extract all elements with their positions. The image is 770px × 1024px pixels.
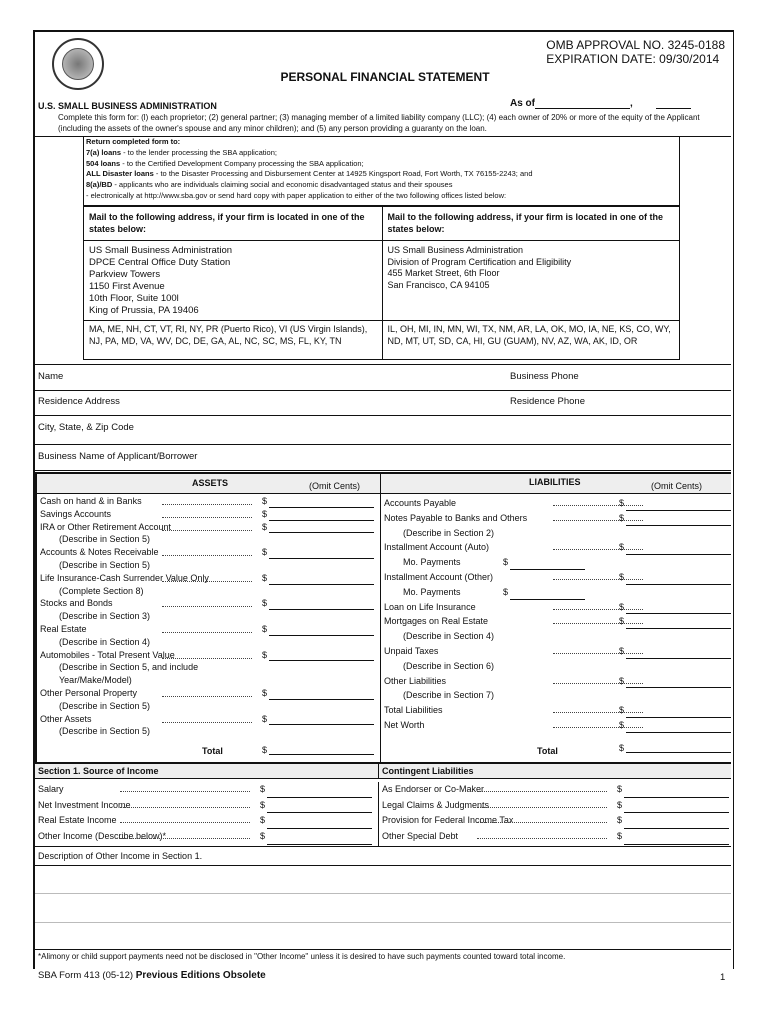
monthly-payment-input[interactable] (503, 585, 585, 600)
assets-label: Stocks and Bonds (40, 598, 113, 609)
dot-leader (120, 822, 250, 823)
assets-row (37, 713, 380, 726)
income-amount-input[interactable] (260, 782, 372, 798)
dot-leader (162, 581, 252, 582)
contingent-amount-input[interactable] (617, 782, 729, 798)
liabilities-row (381, 703, 731, 718)
liabilities-amount-input[interactable] (619, 614, 731, 629)
liabilities-amount-input[interactable] (619, 703, 731, 718)
form-number (38, 970, 266, 981)
dot-leader (477, 791, 607, 792)
currency-symbol: $ (262, 572, 268, 583)
liabilities-row (381, 600, 731, 615)
liabilities-row (381, 570, 731, 585)
contingent-label: Other Special Debt (382, 831, 459, 842)
contingent-row (379, 829, 731, 845)
assets-label: Other Personal Property (40, 687, 138, 698)
assets-row (37, 725, 380, 738)
as-of-date: As of , (510, 98, 691, 109)
footnote: *Alimony or child support payments need not be disclosed in "Other Income" unless it is desired to have such payments counted toward total income. (38, 952, 566, 961)
assets-row (37, 597, 380, 610)
dot-leader (120, 791, 250, 792)
currency-symbol: $ (617, 799, 623, 810)
currency-symbol: $ (260, 831, 266, 842)
assets-row (37, 559, 380, 572)
dot-leader (162, 722, 252, 723)
liabilities-row (381, 718, 731, 733)
page-number: 1 (720, 972, 726, 983)
assets-row (37, 687, 380, 700)
residence-phone-label: Residence Phone (510, 396, 585, 407)
currency-symbol: $ (262, 547, 268, 558)
contingent-column (379, 782, 731, 846)
name-label: Name (38, 371, 64, 382)
contingent-amount-input[interactable] (617, 813, 729, 829)
liabilities-row (381, 644, 731, 659)
assets-amount-input[interactable] (262, 623, 374, 636)
liabilities-label: Installment Account (Auto) (384, 542, 490, 553)
currency-symbol: $ (262, 687, 268, 698)
loan-type: ALL Disaster loans (86, 169, 154, 179)
assets-amount-input[interactable] (262, 649, 374, 662)
currency-symbol: $ (503, 557, 509, 568)
liabilities-row (381, 540, 731, 555)
obsolete-note: Previous Editions Obsolete (135, 970, 266, 981)
dot-leader (162, 632, 252, 633)
assets-column (37, 493, 381, 762)
assets-amount-input[interactable] (262, 572, 374, 585)
mail-address (383, 241, 681, 321)
liabilities-amount-input[interactable] (619, 644, 731, 659)
assets-row (37, 623, 380, 636)
omit-cents-note: (Omit Cents) (309, 481, 361, 491)
assets-note: (Complete Section 8) (59, 585, 144, 596)
liabilities-note: (Describe in Section 4) (403, 631, 495, 642)
return-instructions (83, 137, 680, 205)
currency-symbol: $ (262, 508, 268, 519)
assets-note: (Describe in Section 5) (59, 700, 151, 711)
address-line: Parkview Towers (89, 269, 161, 280)
income-heading: Section 1. Source of Income (35, 764, 379, 779)
assets-row (37, 700, 380, 713)
currency-symbol: $ (619, 542, 625, 553)
currency-symbol: $ (619, 705, 625, 716)
assets-row (37, 495, 380, 508)
liabilities-note: Mo. Payments (403, 557, 461, 568)
liabilities-column (381, 493, 731, 762)
currency-symbol: $ (619, 719, 625, 730)
description-other-income[interactable] (35, 846, 731, 866)
assets-label: Cash on hand & in Banks (40, 496, 142, 506)
liabilities-label: Installment Account (Other) (384, 571, 494, 582)
dot-leader (120, 807, 250, 808)
address-line: King of Prussia, PA 19406 (89, 305, 199, 316)
description-line[interactable] (35, 865, 731, 894)
income-label: Net Investment Income (38, 799, 131, 810)
contingent-row (379, 782, 731, 798)
assets-label: Savings Accounts (40, 508, 112, 519)
currency-symbol: $ (619, 616, 625, 627)
liabilities-label: Notes Payable to Banks and Others (384, 512, 528, 523)
return-line (86, 180, 679, 191)
omb-approval (546, 38, 725, 66)
assets-row (37, 585, 380, 598)
liabilities-heading: LIABILITIES (529, 477, 581, 487)
description-label: Description of Other Income in Section 1. (38, 851, 203, 861)
assets-amount-input[interactable] (262, 508, 374, 521)
monthly-payment-input[interactable] (503, 555, 585, 570)
assets-label: Other Assets (40, 713, 92, 724)
business-phone-label: Business Phone (510, 371, 579, 382)
address-line: 10th Floor, Suite 100l (89, 293, 179, 304)
assets-row (37, 649, 380, 662)
liabilities-header (381, 474, 731, 494)
income-label: Real Estate Income (38, 815, 117, 826)
currency-symbol: $ (262, 649, 268, 660)
address-line: 1150 First Avenue (89, 281, 165, 292)
income-row (35, 798, 378, 814)
liabilities-row (381, 614, 731, 629)
loan-type: 7(a) loans (86, 147, 122, 157)
address-line: San Francisco, CA 94105 (387, 279, 490, 290)
income-column (35, 782, 379, 846)
dot-leader (162, 658, 252, 659)
income-amount-input[interactable] (260, 829, 372, 845)
currency-symbol: $ (262, 598, 268, 609)
currency-symbol: $ (262, 745, 268, 755)
as-of-year-input[interactable] (656, 98, 691, 109)
mail-states: MA, ME, NH, CT, VT, RI, NY, PR (Puerto Rico), VI (US Virgin Islands), NJ, PA, MD, VA, WV, DC, DE, GA, AL, NC, SC, MS, FL, KY, TN (89, 324, 368, 346)
contingent-row (379, 813, 731, 829)
currency-symbol: $ (617, 784, 623, 794)
liabilities-amount-input[interactable] (619, 674, 731, 689)
assets-row (37, 546, 380, 559)
assets-label: Automobiles - Total Present Value (40, 649, 175, 660)
return-line (86, 159, 679, 170)
liabilities-amount-input[interactable] (619, 600, 731, 615)
address-line: 455 Market Street, 6th Floor (387, 268, 500, 278)
assets-row (37, 661, 380, 674)
liabilities-row (381, 585, 731, 600)
business-name-field[interactable] (35, 445, 731, 471)
currency-symbol: $ (262, 623, 268, 634)
assets-note: (Describe in Section 5, and include (59, 662, 199, 673)
return-heading: Return completed form to: (86, 137, 181, 146)
omb-number: OMB APPROVAL NO. 3245-0188 (546, 38, 725, 52)
assets-row (37, 636, 380, 649)
dot-leader (477, 838, 607, 839)
assets-note: (Describe in Section 4) (59, 636, 151, 647)
liabilities-label: Mortgages on Real Estate (384, 616, 489, 627)
currency-symbol: $ (619, 571, 625, 582)
liabilities-label: Other Liabilities (384, 675, 447, 686)
mail-column-east (84, 207, 382, 359)
city-label: City, State, & Zip Code (38, 422, 134, 433)
return-text: - electronically at http://www.sba.gov or send hard copy with paper application to either of the two following offices listed below: (86, 190, 507, 200)
assets-header (37, 474, 381, 494)
currency-symbol: $ (619, 512, 625, 523)
liabilities-note: (Describe in Section 2) (403, 527, 495, 538)
liabilities-row (381, 674, 731, 689)
currency-symbol: $ (619, 645, 625, 656)
contingent-heading: Contingent Liabilities (379, 764, 731, 779)
income-label: Salary (38, 784, 64, 794)
liabilities-amount-input[interactable] (619, 570, 731, 585)
contingent-amount-input[interactable] (617, 829, 729, 845)
mail-address (84, 241, 382, 321)
address-line: US Small Business Administration (387, 245, 524, 255)
liabilities-row (381, 629, 731, 644)
currency-symbol: $ (260, 799, 266, 810)
assets-amount-input[interactable] (262, 521, 374, 534)
as-of-label: As of (510, 98, 535, 109)
return-text: - to the lender processing the SBA application; (121, 147, 277, 157)
contingent-label: Legal Claims & Judgments (382, 799, 490, 810)
assets-label: IRA or Other Retirement Account (40, 521, 172, 532)
liabilities-row (381, 688, 731, 703)
assets-note: (Describe in Section 5) (59, 534, 151, 545)
assets-amount-input[interactable] (262, 713, 374, 726)
assets-total-input[interactable] (262, 744, 374, 755)
assets-row (37, 674, 380, 687)
dot-leader (162, 555, 252, 556)
address-line: Division of Program Certification and Eligibility (387, 256, 572, 267)
dot-leader (162, 606, 252, 607)
assets-row (37, 508, 380, 521)
assets-row (37, 610, 380, 623)
form-id: SBA Form 413 (05-12) (38, 970, 134, 981)
assets-row (37, 572, 380, 585)
dot-leader (477, 822, 607, 823)
agency-name: U.S. SMALL BUSINESS ADMINISTRATION (38, 101, 217, 111)
liabilities-label: Total Liabilities (384, 705, 443, 716)
currency-symbol: $ (262, 521, 268, 532)
liabilities-label: Unpaid Taxes (384, 645, 439, 656)
dot-leader (162, 530, 252, 531)
assets-total-label: Total (202, 746, 223, 756)
assets-amount-input[interactable] (262, 687, 374, 700)
currency-symbol: $ (617, 831, 623, 842)
income-row (35, 813, 378, 829)
loan-type: 504 loans (86, 158, 121, 168)
assets-note: (Describe in Section 5) (59, 726, 151, 737)
omit-cents-note: (Omit Cents) (651, 481, 703, 491)
income-amount-input[interactable] (260, 798, 372, 814)
assets-amount-input[interactable] (262, 597, 374, 610)
assets-heading: ASSETS (192, 478, 229, 488)
mail-heading: Mail to the following address, if your firm is located in one of the states below: (383, 207, 681, 241)
liabilities-label: Net Worth (384, 719, 425, 730)
mail-addresses-table (83, 205, 680, 360)
liabilities-note: Mo. Payments (403, 586, 461, 597)
currency-symbol: $ (619, 601, 625, 612)
assets-amount-input[interactable] (262, 495, 374, 508)
address-line: US Small Business Administration (89, 245, 233, 256)
description-line[interactable] (35, 894, 731, 923)
currency-symbol: $ (617, 815, 623, 826)
mail-heading: Mail to the following address, if your firm is located in one of the states below: (84, 207, 382, 241)
income-label: Other Income (Describe below)* (38, 831, 167, 842)
liabilities-label: Loan on Life Insurance (384, 601, 476, 612)
assets-row (37, 521, 380, 534)
return-text: - to the Certified Development Company processing the SBA application; (120, 158, 364, 168)
liabilities-row (381, 526, 731, 541)
liabilities-amount-input[interactable] (619, 511, 731, 526)
currency-symbol: $ (619, 498, 625, 508)
dot-leader (162, 517, 252, 518)
assets-note: (Describe in Section 5) (59, 559, 151, 570)
return-text: - applicants who are individuals claiming social and economic disadvantaged status and their spouses (112, 180, 453, 190)
business-name-label: Business Name of Applicant/Borrower (38, 451, 198, 462)
dot-leader (162, 504, 252, 505)
currency-symbol: $ (260, 815, 266, 826)
instructions: Complete this form for: (l) each proprietor; (2) general partner; (3) managing member of a limited liability company (LLC); (4) each owner of 20% or more of the equity of the Applicant (including the assets of the owner's spouse and any minor children); and (5) any person providing a guaranty on the loan. (58, 113, 700, 133)
residence-address-label: Residence Address (38, 396, 120, 407)
income-row (35, 782, 378, 798)
currency-symbol: $ (619, 743, 625, 753)
loan-type: 8(a)/BD (86, 180, 113, 190)
currency-symbol: $ (262, 713, 268, 724)
liabilities-amount-input[interactable] (619, 496, 731, 511)
income-row (35, 829, 378, 845)
currency-symbol: $ (260, 784, 266, 794)
assets-note: (Describe in Section 3) (59, 611, 151, 622)
as-of-date-input[interactable] (535, 98, 630, 109)
name-field[interactable] (35, 364, 731, 391)
dot-leader (120, 838, 250, 839)
contingent-label: Provision for Federal Income Tax (382, 815, 514, 826)
return-text: - to the Disaster Processing and Disbursement Center at 14925 Kingsport Road, Fort Worth, TX 76155-2243; and (153, 169, 533, 179)
assets-row (37, 533, 380, 546)
page-title: PERSONAL FINANCIAL STATEMENT (280, 70, 490, 84)
liabilities-note: (Describe in Section 7) (403, 690, 495, 701)
residence-address-field[interactable] (35, 390, 731, 416)
assets-liabilities-table (35, 472, 731, 764)
liabilities-row (381, 511, 731, 526)
liabilities-row (381, 659, 731, 674)
liabilities-total-input[interactable] (619, 742, 731, 753)
liabilities-total-label: Total (537, 746, 558, 756)
liabilities-row (381, 496, 731, 511)
return-line (86, 191, 679, 202)
currency-symbol: $ (619, 675, 625, 686)
assets-label: Real Estate (40, 623, 87, 634)
assets-amount-input[interactable] (262, 546, 374, 559)
address-line: DPCE Central Office Duty Station (89, 257, 231, 268)
assets-label: Accounts & Notes Receivable (40, 547, 159, 558)
income-amount-input[interactable] (260, 813, 372, 829)
description-line[interactable] (35, 923, 731, 950)
contingent-label: As Endorser or Co-Maker (382, 784, 485, 794)
dot-leader (162, 696, 252, 697)
return-line (86, 169, 679, 180)
expiration-date: EXPIRATION DATE: 09/30/2014 (546, 52, 720, 66)
liabilities-label: Accounts Payable (384, 498, 457, 508)
contingent-amount-input[interactable] (617, 798, 729, 814)
dot-leader (477, 807, 607, 808)
liabilities-amount-input[interactable] (619, 540, 731, 555)
liabilities-note: (Describe in Section 6) (403, 660, 495, 671)
assets-label: Life Insurance-Cash Surrender Value Only (40, 572, 209, 583)
currency-symbol: $ (503, 586, 509, 597)
assets-note: Year/Make/Model) (59, 675, 132, 686)
return-line (86, 148, 679, 159)
liabilities-amount-input[interactable] (619, 718, 731, 733)
mail-states: IL, OH, MI, IN, MN, WI, TX, NM, AR, LA, OK, MO, IA, NE, KS, CO, WY, ND, MT, UT, SD, CA, HI, GU (GUAM), NV, AZ, WA, AK, ID, OR (387, 324, 671, 346)
liabilities-row (381, 555, 731, 570)
mail-column-west (382, 207, 681, 359)
currency-symbol: $ (262, 496, 268, 506)
contingent-row (379, 798, 731, 814)
income-section (35, 764, 731, 846)
city-state-zip-field[interactable] (35, 416, 731, 445)
